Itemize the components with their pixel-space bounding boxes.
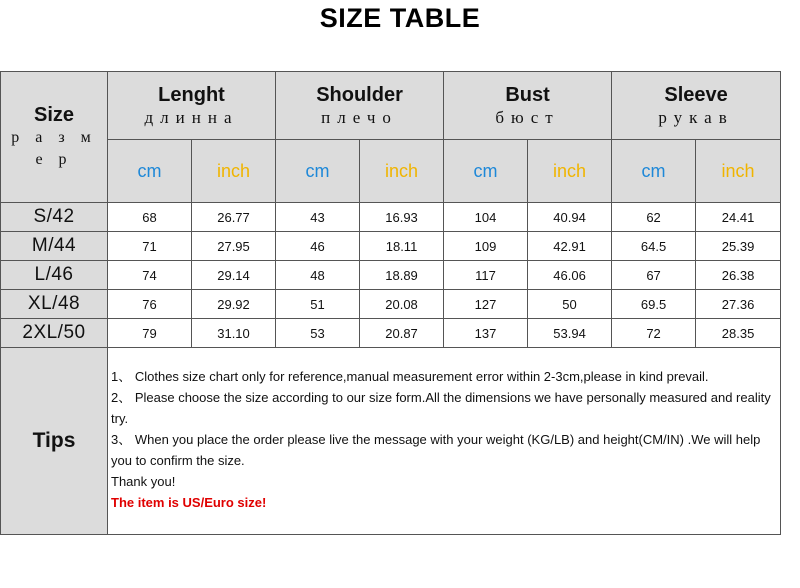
group-header-label: Bust: [505, 83, 550, 106]
table-cell: 18.11: [360, 232, 444, 261]
table-cell: 71: [108, 232, 192, 261]
unit-cm-header: cm: [276, 140, 360, 203]
tips-label: Tips: [1, 348, 108, 535]
unit-inch-header: inch: [360, 140, 444, 203]
table-cell: 24.41: [696, 203, 781, 232]
tips-content: [108, 348, 781, 535]
table-cell: 28.35: [696, 319, 781, 348]
table-cell: 74: [108, 261, 192, 290]
unit-inch-header: inch: [528, 140, 612, 203]
tip-line-2: 2、 Please choose the size according to our size form.All the dimensions we have personally measured and reality try.: [111, 390, 771, 426]
row-size-label: XL/48: [1, 290, 108, 319]
table-cell: 46: [276, 232, 360, 261]
table-cell: 20.08: [360, 290, 444, 319]
group-header-ru: плечо: [321, 107, 398, 127]
table-row: [1, 290, 781, 319]
table-cell: 20.87: [360, 319, 444, 348]
table-cell: 46.06: [528, 261, 612, 290]
table-cell: 109: [444, 232, 528, 261]
group-header-label: Sleeve: [664, 83, 728, 106]
unit-cm-header: cm: [108, 140, 192, 203]
table-cell: 69.5: [612, 290, 696, 319]
group-header-sleeve: [612, 72, 781, 140]
table-cell: 43: [276, 203, 360, 232]
unit-inch-header: inch: [192, 140, 276, 203]
group-header-ru: длинна: [144, 107, 239, 127]
row-size-label: S/42: [1, 203, 108, 232]
table-row: [1, 203, 781, 232]
row-size-label: L/46: [1, 261, 108, 290]
table-cell: 137: [444, 319, 528, 348]
tips-row: [1, 348, 781, 535]
table-row: [1, 232, 781, 261]
table-cell: 42.91: [528, 232, 612, 261]
group-header-shoulder: [276, 72, 444, 140]
table-cell: 72: [612, 319, 696, 348]
table-cell: 29.92: [192, 290, 276, 319]
table-cell: 27.95: [192, 232, 276, 261]
table-cell: 104: [444, 203, 528, 232]
table-cell: 18.89: [360, 261, 444, 290]
unit-cm-header: cm: [444, 140, 528, 203]
unit-inch-header: inch: [696, 140, 781, 203]
table-cell: 127: [444, 290, 528, 319]
group-header-label: Shoulder: [316, 83, 403, 106]
table-cell: 26.77: [192, 203, 276, 232]
group-header-bust: [444, 72, 612, 140]
table-row: [1, 319, 781, 348]
table-cell: 16.93: [360, 203, 444, 232]
table-cell: 53: [276, 319, 360, 348]
size-header-ru-line2: е р: [35, 151, 73, 168]
thank-you-line: Thank you!: [111, 474, 176, 489]
table-cell: 29.14: [192, 261, 276, 290]
tip-line-1: 1、 Clothes size chart only for reference,manual measurement error within 2-3cm,please in kind prevail.: [111, 369, 709, 384]
us-euro-size-note: The item is US/Euro size!: [111, 495, 267, 510]
table-cell: 117: [444, 261, 528, 290]
size-header-ru-line1: р а з м: [11, 129, 97, 146]
table-cell: 64.5: [612, 232, 696, 261]
unit-cm-header: cm: [612, 140, 696, 203]
table-cell: 51: [276, 290, 360, 319]
table-cell: 76: [108, 290, 192, 319]
page-title: SIZE TABLE: [319, 3, 481, 33]
size-table: [0, 71, 781, 535]
group-header-ru: бюст: [495, 107, 560, 127]
table-cell: 31.10: [192, 319, 276, 348]
table-cell: 62: [612, 203, 696, 232]
group-header-length: [108, 72, 276, 140]
tip-line-3: 3、 When you place the order please live the message with your weight (KG/LB) and height(CM/IN) .We will help you to confirm the size.: [111, 432, 761, 468]
table-cell: 40.94: [528, 203, 612, 232]
table-cell: 53.94: [528, 319, 612, 348]
table-cell: 25.39: [696, 232, 781, 261]
table-cell: 68: [108, 203, 192, 232]
table-cell: 79: [108, 319, 192, 348]
size-header-label: Size: [33, 104, 75, 126]
row-size-label: M/44: [1, 232, 108, 261]
table-cell: 48: [276, 261, 360, 290]
table-cell: 27.36: [696, 290, 781, 319]
table-cell: 50: [528, 290, 612, 319]
size-header-cell: [1, 72, 108, 203]
table-cell: 67: [612, 261, 696, 290]
group-header-label: Lenght: [158, 83, 225, 106]
table-row: [1, 261, 781, 290]
row-size-label: 2XL/50: [1, 319, 108, 348]
group-header-ru: рукав: [658, 107, 734, 127]
table-cell: 26.38: [696, 261, 781, 290]
